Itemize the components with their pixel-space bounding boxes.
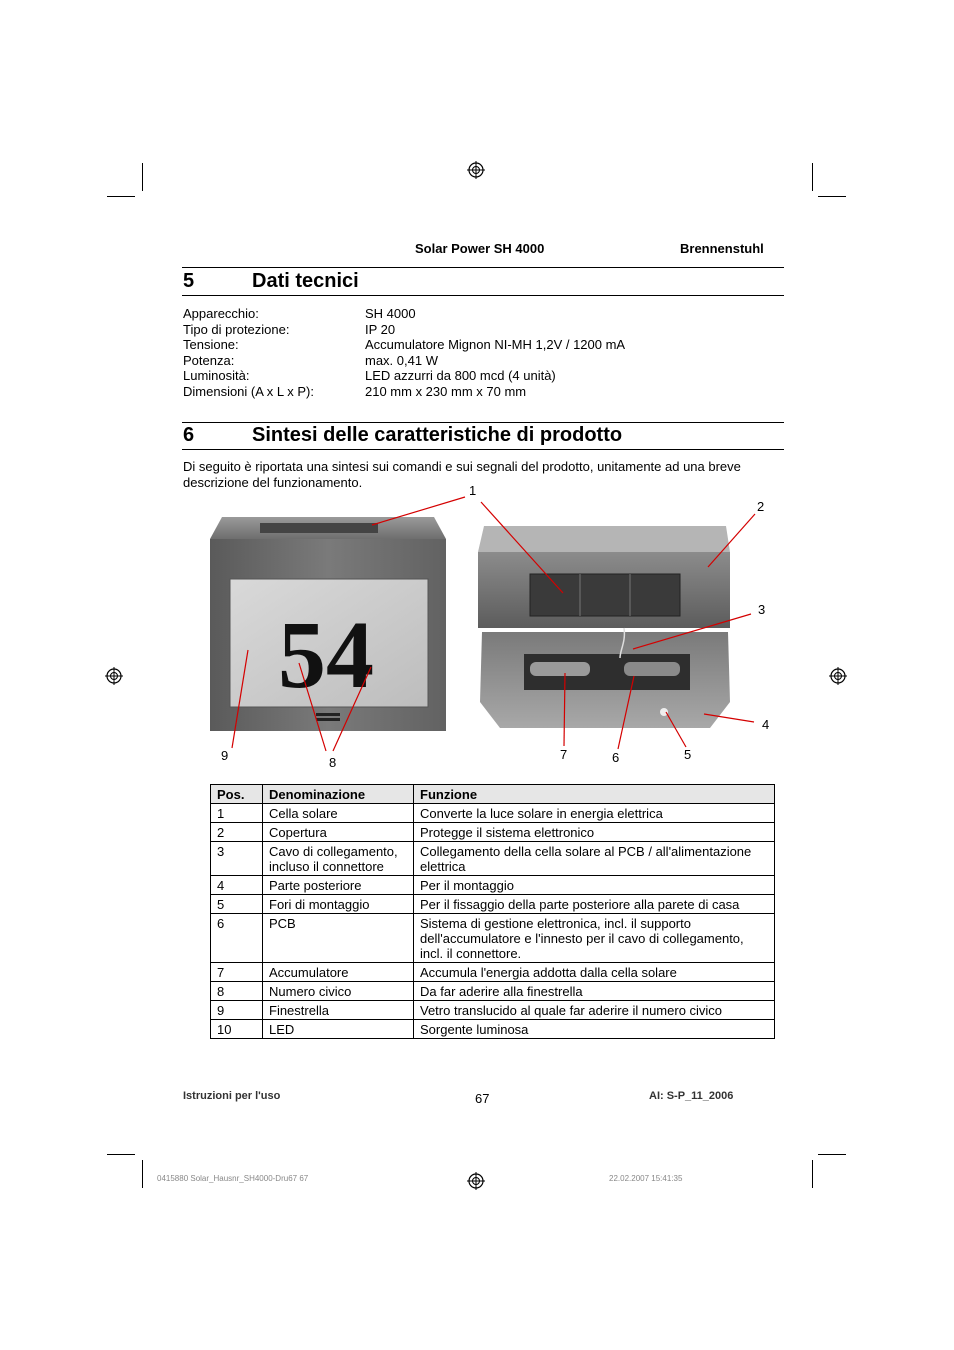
cell-name: Accumulatore xyxy=(263,963,414,982)
cell-function: Sorgente luminosa xyxy=(414,1020,775,1039)
column-header: Denominazione xyxy=(263,785,414,804)
spec-value: Accumulatore Mignon NI-MH 1,2V / 1200 mA xyxy=(365,337,626,353)
table-row xyxy=(211,1020,775,1039)
cell-name: Numero civico xyxy=(263,982,414,1001)
section-6-title: Sintesi delle caratteristiche di prodotto xyxy=(252,424,623,446)
cell-pos: 8 xyxy=(211,982,263,1001)
spec-label: Luminosità: xyxy=(183,368,250,384)
section-6-intro: Di seguito è riportata una sintesi sui comandi e sui segnali del prodotto, unitamente ad una breve descrizione del funzionamento. xyxy=(183,459,741,490)
header-brand: Brennenstuhl xyxy=(680,241,764,256)
callout-3: 3 xyxy=(758,602,766,617)
cell-function: Da far aderire alla finestrella xyxy=(414,982,775,1001)
cell-pos: 6 xyxy=(211,914,263,963)
cell-pos: 1 xyxy=(211,804,263,823)
table-header-row xyxy=(211,785,775,804)
cell-pos: 2 xyxy=(211,823,263,842)
table-row xyxy=(211,823,775,842)
callout-8: 8 xyxy=(329,755,337,770)
spec-label: Potenza: xyxy=(183,352,235,368)
callout-6: 6 xyxy=(612,750,620,765)
table-row xyxy=(211,963,775,982)
spec-value: max. 0,41 W xyxy=(365,352,438,368)
cell-name: LED xyxy=(263,1020,414,1039)
cell-pos: 5 xyxy=(211,895,263,914)
print-slug-right: 22.02.2007 15:41:35 xyxy=(609,1174,683,1183)
cell-pos: 10 xyxy=(211,1020,263,1039)
cell-function: Collegamento della cella solare al PCB / all'alimentazione elettrica xyxy=(414,842,775,876)
table-row xyxy=(211,1001,775,1020)
spec-label: Tensione: xyxy=(183,337,239,353)
callout-2: 2 xyxy=(757,499,765,514)
header-product: Solar Power SH 4000 xyxy=(415,241,545,256)
table-row xyxy=(211,842,775,876)
spec-value: LED azzurri da 800 mcd (4 unità) xyxy=(365,368,556,384)
table-row xyxy=(211,876,775,895)
function-table xyxy=(210,784,775,1039)
cell-pos: 7 xyxy=(211,963,263,982)
spec-label: Dimensioni (A x L x P): xyxy=(183,383,315,399)
cell-name: Cavo di collegamento, incluso il connettore xyxy=(263,842,414,876)
cell-name: Finestrella xyxy=(263,1001,414,1020)
footer-left: Istruzioni per l'uso xyxy=(183,1090,281,1102)
cell-function: Per il montaggio xyxy=(414,876,775,895)
cell-name: Parte posteriore xyxy=(263,876,414,895)
spec-label: Tipo di protezione: xyxy=(183,321,290,337)
column-header: Funzione xyxy=(414,785,775,804)
section-5-title: Dati tecnici xyxy=(252,270,359,292)
callout-5: 5 xyxy=(684,747,692,762)
spec-value: IP 20 xyxy=(365,321,396,337)
cell-function: Sistema di gestione elettronica, incl. il supporto dell'accumulatore e l'innesto per il cavo di collegamento, incl. il connettore. xyxy=(414,914,775,963)
spec-value: SH 4000 xyxy=(365,306,416,321)
spec-label: Apparecchio: xyxy=(183,306,259,321)
cell-function: Per il fissaggio della parte posteriore alla parete di casa xyxy=(414,895,775,914)
cell-name: Copertura xyxy=(263,823,414,842)
cell-function: Protegge il sistema elettronico xyxy=(414,823,775,842)
cell-function: Converte la luce solare in energia elettrica xyxy=(414,804,775,823)
print-slug-left: 0415880 Solar_Hausnr_SH4000-Dru67 67 xyxy=(157,1174,309,1183)
cell-pos: 4 xyxy=(211,876,263,895)
cell-function: Accumula l'energia addotta dalla cella solare xyxy=(414,963,775,982)
column-header: Pos. xyxy=(211,785,263,804)
callout-4: 4 xyxy=(762,717,770,732)
section-5-number: 5 xyxy=(183,270,195,292)
cell-pos: 9 xyxy=(211,1001,263,1020)
cell-pos: 3 xyxy=(211,842,263,876)
page-number: 67 xyxy=(475,1091,490,1106)
table-row xyxy=(211,914,775,963)
table-row xyxy=(211,804,775,823)
section-6-number: 6 xyxy=(183,424,195,446)
cell-name: PCB xyxy=(263,914,414,963)
cell-name: Fori di montaggio xyxy=(263,895,414,914)
cell-function: Vetro translucido al quale far aderire il numero civico xyxy=(414,1001,775,1020)
house-number: 54 xyxy=(278,601,374,708)
callout-9: 9 xyxy=(221,748,229,763)
callout-7: 7 xyxy=(560,747,568,762)
cell-name: Cella solare xyxy=(263,804,414,823)
spec-value: 210 mm x 230 mm x 70 mm xyxy=(365,383,527,399)
callout-1: 1 xyxy=(469,483,477,498)
table-row xyxy=(211,982,775,1001)
footer-right: AI: S-P_11_2006 xyxy=(649,1090,734,1102)
table-row xyxy=(211,895,775,914)
